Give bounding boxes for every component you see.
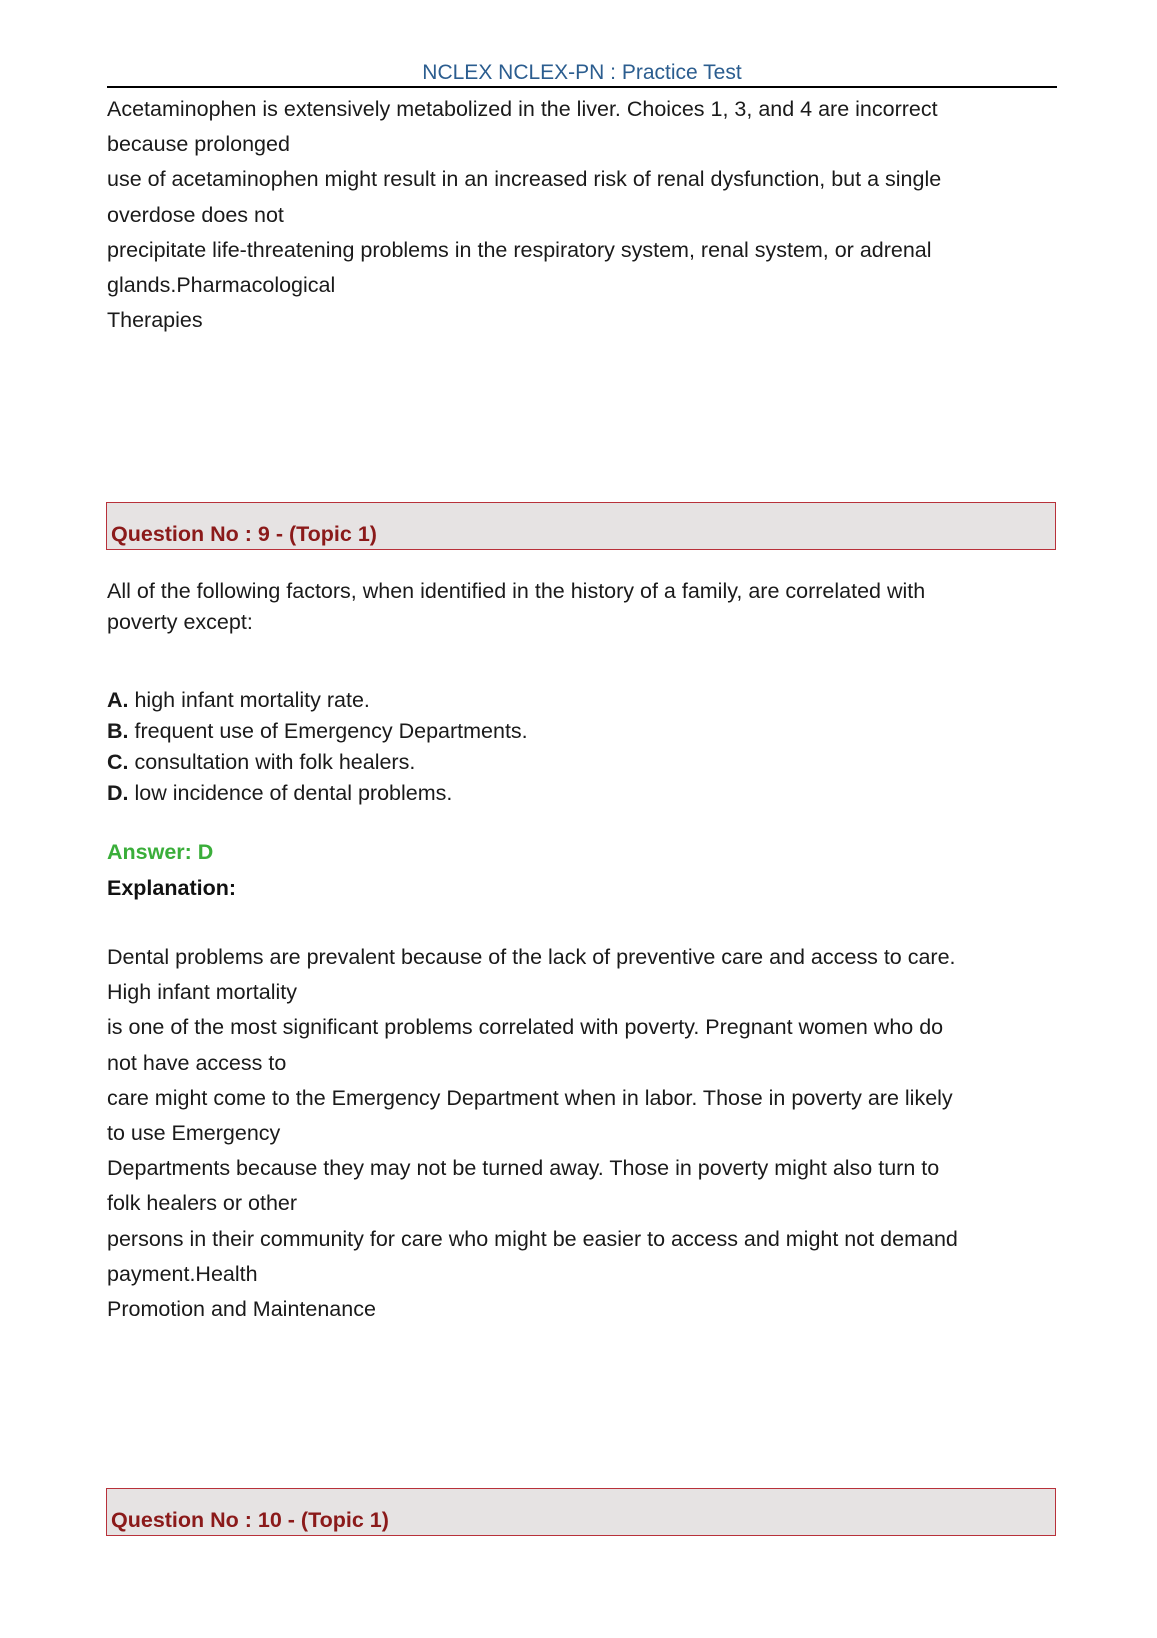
- option-letter: D.: [107, 781, 129, 805]
- explanation-line: glands.Pharmacological: [107, 273, 336, 298]
- question-9-explanation: [107, 940, 1057, 1327]
- option-text: high infant mortality rate.: [128, 688, 370, 712]
- option-letter: C.: [107, 750, 129, 774]
- explanation-line: to use Emergency: [107, 1121, 281, 1146]
- stem-line: poverty except:: [107, 610, 253, 634]
- explanation-line: precipitate life-threatening problems in the respiratory system, renal system, or adrenal: [107, 237, 932, 262]
- explanation-line: overdose does not: [107, 202, 284, 227]
- explanation-line: care might come to the Emergency Department when in labor. Those in poverty are likely: [107, 1085, 953, 1110]
- explanation-line: Acetaminophen is extensively metabolized in the liver. Choices 1, 3, and 4 are incorrect: [107, 97, 938, 121]
- question-10-header-box: [106, 1488, 1056, 1536]
- option-a: [107, 685, 528, 716]
- explanation-line: is one of the most significant problems correlated with poverty. Pregnant women who do: [107, 1015, 944, 1040]
- question-9-explanation-label: Explanation:: [107, 876, 237, 900]
- explanation-line: folk healers or other: [107, 1191, 298, 1216]
- explanation-line: payment.Health: [107, 1261, 258, 1286]
- option-b: [107, 716, 528, 747]
- question-9-answer: Answer: D: [107, 840, 214, 864]
- explanation-line: High infant mortality: [107, 980, 297, 1005]
- explanation-line: Dental problems are prevalent because of the lack of preventive care and access to care.: [107, 945, 956, 969]
- question-10-title: Question No : 10 - (Topic 1): [111, 1508, 389, 1532]
- question-9-title: Question No : 9 - (Topic 1): [111, 522, 377, 546]
- explanation-line: because prolonged: [107, 132, 290, 157]
- option-d: [107, 778, 528, 809]
- explanation-line: Promotion and Maintenance: [107, 1297, 376, 1322]
- explanation-line: use of acetaminophen might result in an increased risk of renal dysfunction, but a single: [107, 167, 942, 192]
- question-9-stem: [107, 576, 1057, 638]
- header-divider: [107, 86, 1057, 88]
- question-9-header-box: [106, 502, 1056, 550]
- option-text: low incidence of dental problems.: [128, 781, 453, 805]
- option-letter: B.: [107, 719, 129, 743]
- explanation-line: persons in their community for care who might be easier to access and might not demand: [107, 1226, 958, 1251]
- explanation-line: Therapies: [107, 308, 203, 333]
- option-text: frequent use of Emergency Departments.: [128, 719, 528, 743]
- option-letter: A.: [107, 688, 129, 712]
- explanation-line: not have access to: [107, 1050, 287, 1075]
- question-9-options: [107, 685, 528, 809]
- option-c: [107, 747, 528, 778]
- previous-explanation: [107, 92, 1057, 338]
- stem-line: All of the following factors, when identified in the history of a family, are correlated with: [107, 579, 926, 603]
- page-header-title: NCLEX NCLEX-PN : Practice Test: [422, 61, 742, 84]
- option-text: consultation with folk healers.: [128, 750, 416, 774]
- explanation-line: Departments because they may not be turned away. Those in poverty might also turn to: [107, 1156, 940, 1181]
